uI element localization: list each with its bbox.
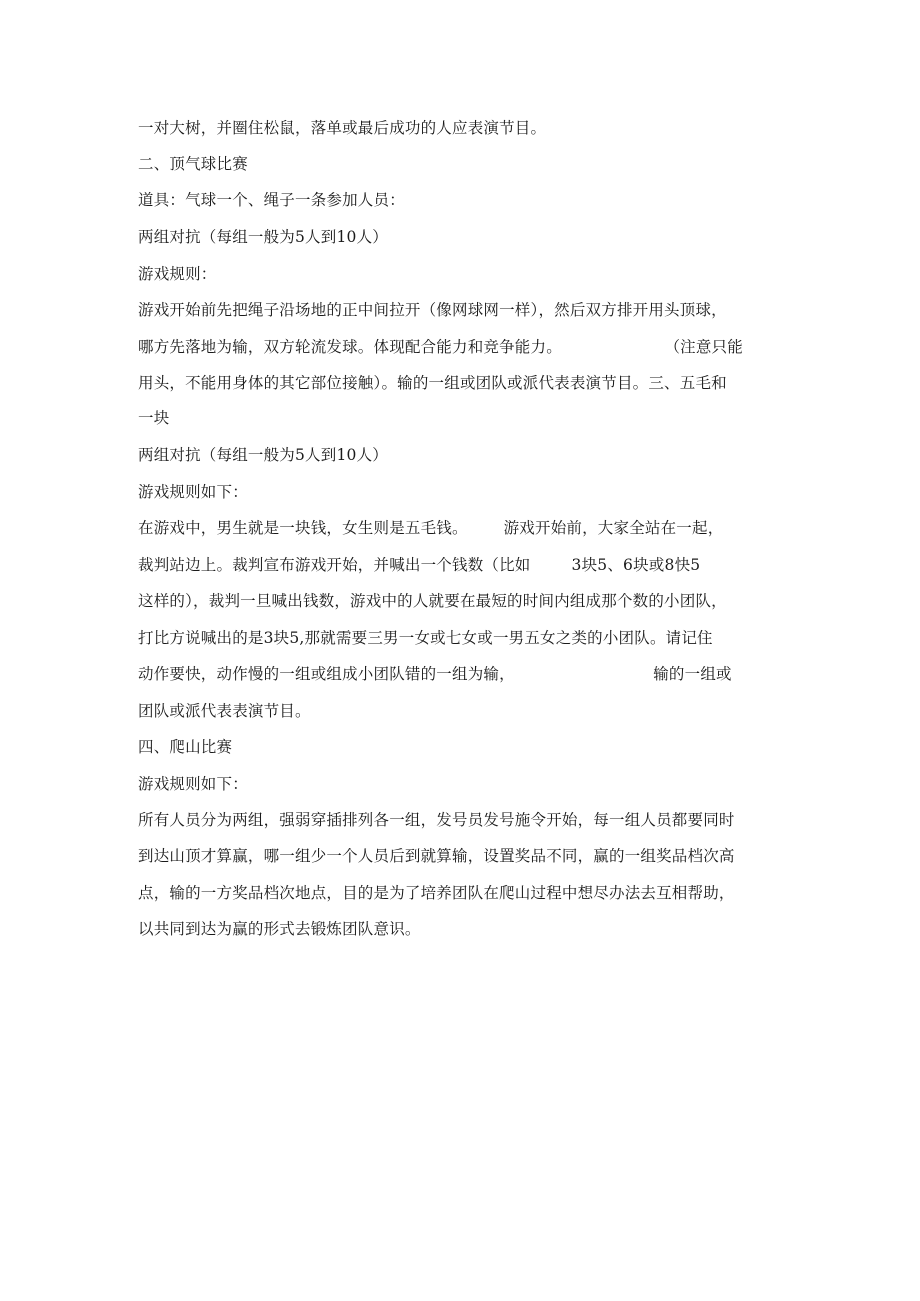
text-line-17: 团队或派代表表演节目。 <box>138 702 311 720</box>
text-line-8: 用头，不能用身体的其它部位接触）。输的一组或团队或派代表表演节目。三、五毛和 <box>138 374 727 392</box>
text-line-1: 一对大树，并圈住松鼠，落单或最后成功的人应表演节目。 <box>138 119 547 137</box>
section-heading-4: 四、爬山比赛 <box>138 738 233 756</box>
text-line-15: 打比方说喊出的是3块5,那就需要三男一女或七女或一男五女之类的小团队。请记住 <box>138 629 713 647</box>
text-line-14: 这样的），裁判一旦喊出钱数，游戏中的人就要在最短的时间内组成那个数的小团队， <box>138 592 727 610</box>
text-line-10: 两组对抗（每组一般为5人到10人） <box>138 446 388 464</box>
text-line-23: 以共同到达为赢的形式去锻炼团队意识。 <box>138 920 421 938</box>
text-line-22: 点，输的一方奖品档次地点，目的是为了培养团队在爬山过程中想尽办法去互相帮助， <box>138 884 735 902</box>
text-line-20: 所有人员分为两组，强弱穿插排列各一组，发号员发号施令开始，每一组人员都要同时 <box>138 811 735 829</box>
text-line-4: 两组对抗（每组一般为5人到10人） <box>138 228 388 246</box>
section-heading-2: 二、顶气球比赛 <box>138 155 248 173</box>
text-line-9: 一块 <box>138 409 170 427</box>
text-line-16: 动作要快，动作慢的一组或组成小团队错的一组为输， 输的一组或 <box>138 665 732 683</box>
text-line-11: 游戏规则如下： <box>138 483 248 501</box>
text-line-3: 道具：气球一个、绳子一条参加人员： <box>138 191 405 209</box>
text-line-12: 在游戏中，男生就是一块钱，女生则是五毛钱。 游戏开始前，大家全站在一起， <box>138 519 724 537</box>
text-line-21: 到达山顶才算赢，哪一组少一个人员后到就算输，设置奖品不同，赢的一组奖品档次高 <box>138 847 735 865</box>
text-line-6: 游戏开始前先把绳子沿场地的正中间拉开（像网球网一样），然后双方排开用头顶球， <box>138 301 727 319</box>
text-line-19: 游戏规则如下： <box>138 775 248 793</box>
text-line-7: 哪方先落地为输，双方轮流发球。体现配合能力和竞争能力。 （注意只能 <box>138 338 743 356</box>
text-line-5: 游戏规则： <box>138 265 217 283</box>
text-line-13: 裁判站边上。裁判宣布游戏开始，并喊出一个钱数（比如 3块5、6块或8快5 <box>138 556 701 574</box>
